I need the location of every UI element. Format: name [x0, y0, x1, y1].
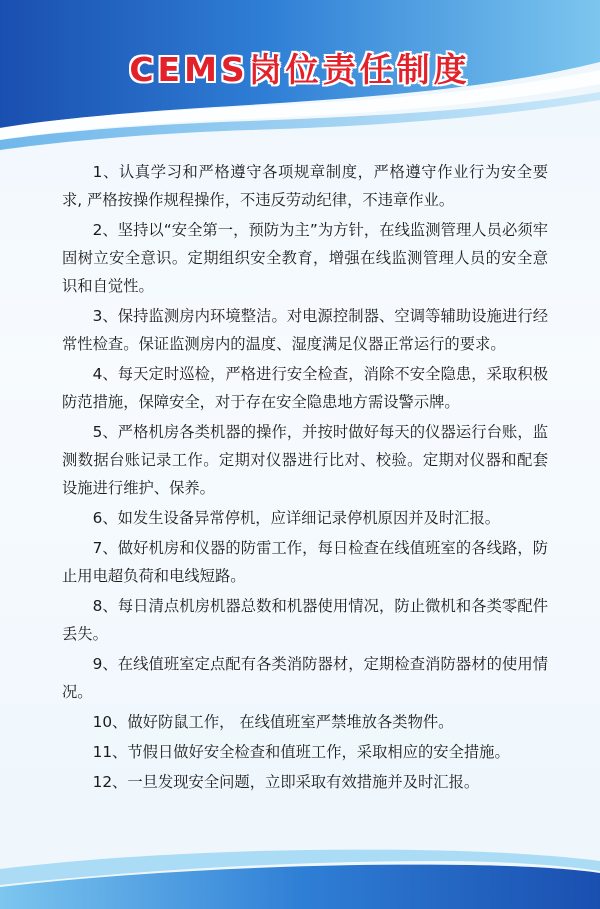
rule-item: 1、认真学习和严格遵守各项规章制度，严格遵守作业行为安全要求, 严格按操作规程操作，不违反劳动纪律，不违章作业。: [62, 163, 548, 209]
rules-list: [62, 158, 548, 798]
rule-item: 3、保持监测房内环境整洁。对电源控制器、空调等辅助设施进行经常性检查。保证监测房内的温度、湿度满足仪器正常运行的要求。: [62, 307, 548, 353]
rule-item: 11、节假日做好安全检查和值班工作，采取相应的安全措施。: [92, 743, 510, 761]
rule-item: 4、每天定时巡检，严格进行安全检查，消除不安全隐患，采取积极防范措施，保障安全，对于存在安全隐患地方需设警示牌。: [62, 365, 548, 411]
rule-item: 10、做好防鼠工作， 在线值班室严禁堆放各类物件。: [92, 713, 454, 731]
rule-item: 9、在线值班室定点配有各类消防器材，定期检查消防器材的使用情况。: [62, 655, 548, 701]
rule-item: 7、做好机房和仪器的防雷工作，每日检查在线值班室的各线路，防止用电超负荷和电线短路。: [62, 539, 548, 585]
rule-item: 6、如发生设备异常停机，应详细记录停机原因并及时汇报。: [92, 509, 501, 527]
rule-item: 12、一旦发现安全问题，立即采取有效措施并及时汇报。: [92, 773, 480, 791]
page-title: CEMS岗位责任制度: [129, 50, 471, 89]
rule-item: 8、每日清点机房机器总数和机器使用情况，防止微机和各类零配件丢失。: [62, 597, 548, 643]
rule-item: 5、严格机房各类机器的操作，并按时做好每天的仪器运行台账，监测数据台账记录工作。定期对仪器进行比对、校验。定期对仪器和配套设施进行维护、保养。: [62, 423, 548, 497]
bottom-wave-decoration: [0, 829, 600, 909]
rule-item: 2、坚持以“安全第一，预防为主”为方针，在线监测管理人员必须牢固树立安全意识。定期组织安全教育，增强在线监测管理人员的安全意识和自觉性。: [62, 221, 548, 295]
